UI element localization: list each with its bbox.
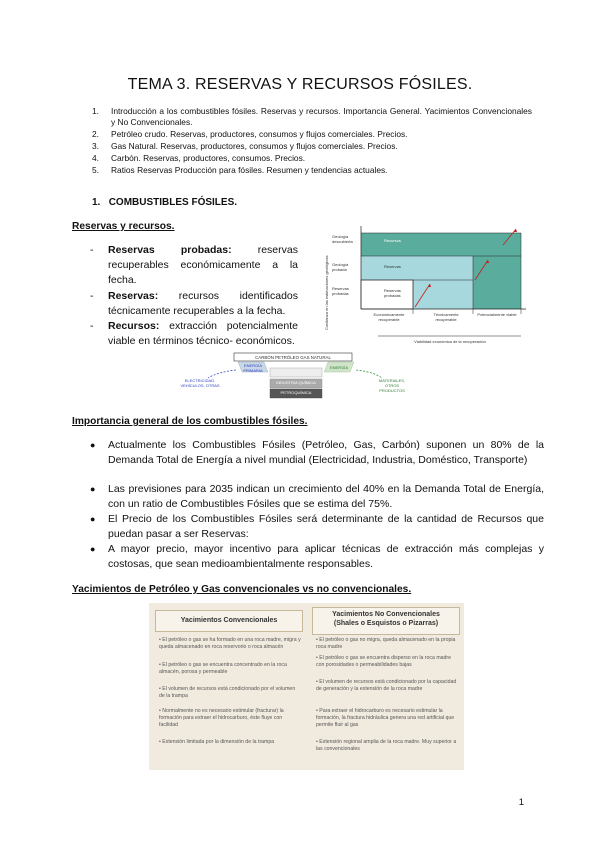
term-definition: extracción potencialmente viable en términos técnico- económicos.: [108, 320, 298, 347]
bullet-dot: ●: [90, 544, 96, 554]
page-number: 1: [518, 797, 524, 808]
conv-title: Yacimientos Convencionales: [180, 617, 278, 624]
uses-diagram: [178, 352, 414, 400]
importancia-heading: Importancia general de los combustibles fósiles.: [72, 416, 308, 427]
conv-item-text: El petróleo o gas se encuentra concentrado en la roca almacén, porosa y permeable: [159, 662, 287, 676]
conv-item-text: Normalmente no es necesario estimular (fracturar) la formación para extraer el hidrocarburo, éste fluye con facilidad: [159, 708, 284, 729]
reservas-item: [90, 289, 310, 321]
section-number: 1.: [92, 197, 101, 208]
toc-num: 2.: [92, 129, 99, 139]
term: Reservas:: [108, 290, 159, 302]
toc-text: Petróleo crudo. Reservas, productores, consumos y flujos comerciales. Precios.: [111, 129, 408, 139]
diagram-row-label: Reservas probadas: [332, 286, 349, 296]
section-title: COMBUSTIBLES FÓSILES.: [108, 197, 238, 208]
conv-item-text: El volumen de recursos está condicionado por el volumen de la trampa: [159, 686, 296, 700]
diagram-col-label: Económicamente recuperable: [373, 312, 405, 322]
noconv-item: • El volumen de recursos está condicionado por la capacidad de generación y la extensión de la roca madre: [316, 679, 457, 693]
dash-bullet: -: [90, 320, 94, 332]
noconv-item: • Extensión regional amplia de la roca madre. Muy superior a las convencionales: [316, 739, 457, 753]
reservas-item: [90, 243, 310, 291]
toc-item-4: [92, 153, 532, 164]
importancia-bullet: [90, 438, 546, 484]
toc-num: 4.: [92, 153, 99, 163]
conv-item: • El volumen de recursos está condicionado por el volumen de la trampa: [159, 686, 296, 700]
conv-item: • El petróleo o gas se ha formado en una roca madre, migra y queda almacenado en roca reservorio o roca almacén: [159, 637, 301, 651]
reserves-diagram: [318, 218, 532, 346]
materials-label: MATERIALES, OTROS PRODUCTOS: [378, 378, 406, 393]
noconv-item-text: El petróleo o gas no migra, queda almacenado en la propia roca madre: [316, 637, 456, 651]
energy-label: ENERGÍA: [329, 365, 348, 370]
conv-item-text: Extensión limitada por la dimensión de la trampa: [162, 739, 275, 745]
petrochemical-label: PETROQUÍMICA: [280, 390, 312, 395]
noconv-item-text: El volumen de recursos está condicionado por la capacidad de generación y la extensión de la roca madre: [316, 679, 457, 693]
bullet-dot: ●: [90, 514, 96, 524]
reservas-item: [90, 319, 310, 351]
toc-item-1: [92, 106, 532, 128]
noconv-item: • El petróleo o gas no migra, queda almacenado en la propia roca madre: [316, 637, 456, 651]
toc-text: Carbón. Reservas, productores, consumos. Precios.: [111, 153, 306, 163]
dash-bullet: -: [90, 244, 94, 256]
noconv-title: Yacimientos No Convencionales: [332, 611, 440, 618]
bullet-text: El Precio de los Combustibles Fósiles será determinante de la cantidad de Recursos que puedan pasar a ser Reservas:: [108, 513, 544, 540]
noconv-item-text: El petróleo o gas se encuentra disperso en la roca madre con porosidades o permeabilidades bajas: [316, 655, 452, 669]
importancia-bullet: [90, 512, 546, 544]
electricity-label: ELECTRICIDAD, VEHÍCULOS, OTRAS: [180, 378, 220, 388]
dash-bullet: -: [90, 290, 94, 302]
conv-item: • Extensión limitada por la dimensión de la trampa: [159, 739, 275, 745]
toc-num: 1.: [92, 106, 99, 116]
toc-item-2: [92, 129, 532, 140]
bullet-dot: ●: [90, 440, 96, 450]
noconv-subtitle: (Shales o Esquistos o Pizarras): [333, 620, 439, 627]
conv-item: • Normalmente no es necesario estimular (fracturar) la formación para extraer el hidrocarburo, éste fluye con facilidad: [159, 708, 284, 729]
fuels-label: CARBÓN PETRÓLEO GAS NATURAL: [255, 355, 331, 360]
term-definition: reservas recuperables económicamente a la fecha.: [108, 244, 298, 286]
importancia-bullet: [90, 542, 546, 574]
diagram-y-label: Confianza en las estimaciones geológicas: [324, 255, 329, 330]
term-definition: recursos identificados técnicamente recuperables a la fecha.: [108, 290, 298, 317]
toc-text: Introducción a los combustibles fósiles. Reservas y recursos. Importancia General. Yacimientos Convencionales y No Convencionales.: [111, 106, 532, 127]
importancia-bullet: [90, 482, 546, 514]
diagram-x-label: Viabilidad económica de la recuperación: [414, 339, 486, 344]
noconv-item-text: Para extraer el hidrocarburo es necesario estimular la formación, la fractura hidráulica genera una red artificial que permite fluir al gas: [316, 708, 455, 729]
chemical-industry-label: INDUSTRIA QUÍMICA: [276, 380, 316, 385]
conv-item-text: El petróleo o gas se ha formado en una roca madre, migra y queda almacenado en roca reservorio o roca almacén: [159, 637, 301, 651]
diagram-box-label: Reservas probadas: [384, 288, 401, 298]
bullet-text: Las previsiones para 2035 indican un crecimiento del 40% en la Demanda Total de Energía, con un ratio de Combustibles Fósiles que se estima del 75%.: [108, 483, 544, 510]
toc-text: Gas Natural. Reservas, productores, consumos y flujos comerciales. Precios.: [111, 141, 398, 151]
diagram-col-label: Técnicamente recuperable: [433, 312, 459, 322]
diagram-row-label: Geología descubierta: [332, 234, 353, 244]
conv-item: • El petróleo o gas se encuentra concentrado en la roca almacén, porosa y permeable: [159, 662, 287, 676]
term: Recursos:: [108, 320, 160, 332]
bullet-text: Actualmente los Combustibles Fósiles (Petróleo, Gas, Carbón) suponen un 80% de la Demanda Total de Energía a nivel mundial (Electricidad, Industria, Doméstico, Transporte): [108, 439, 544, 466]
term: Reservas probadas:: [108, 244, 232, 256]
toc-item-5: [92, 165, 532, 176]
toc-text: Ratios Reservas Producción para fósiles. Resumen y tendencias actuales.: [111, 165, 388, 175]
diagram-row-label: Geología probada: [332, 262, 349, 272]
noconv-item: • Para extraer el hidrocarburo es necesario estimular la formación, la fractura hidráulica genera una red artificial que permite fluir al gas: [316, 708, 455, 729]
primary-energy-label: ENERGÍA PRIMARIA: [243, 363, 263, 373]
reservas-heading: Reservas y recursos.: [72, 221, 175, 232]
diagram-box-label: Recursos: [384, 238, 401, 243]
noconv-item: • El petróleo o gas se encuentra disperso en la roca madre con porosidades o permeabilidades bajas: [316, 655, 452, 669]
page-title: TEMA 3. RESERVAS Y RECURSOS FÓSILES.: [127, 76, 473, 93]
bullet-dot: ●: [90, 484, 96, 494]
toc-item-3: [92, 141, 532, 152]
toc-num: 5.: [92, 165, 99, 175]
noconv-item-text: Extensión regional amplia de la roca madre. Muy superior a las convencionales: [316, 739, 457, 753]
diagram-col-label: Potencialmente viable: [477, 312, 517, 317]
yacimientos-heading: Yacimientos de Petróleo y Gas convencionales vs no convencionales.: [72, 584, 412, 595]
bullet-text: A mayor precio, mayor incentivo para aplicar técnicas de extracción más complejas y costosas, que sean medioambientalmente responsables.: [108, 543, 544, 570]
toc-num: 3.: [92, 141, 99, 151]
section-heading: [92, 197, 237, 208]
diagram-box-label: Reservas: [384, 264, 401, 269]
yacimientos-comparison-table: [149, 603, 464, 770]
